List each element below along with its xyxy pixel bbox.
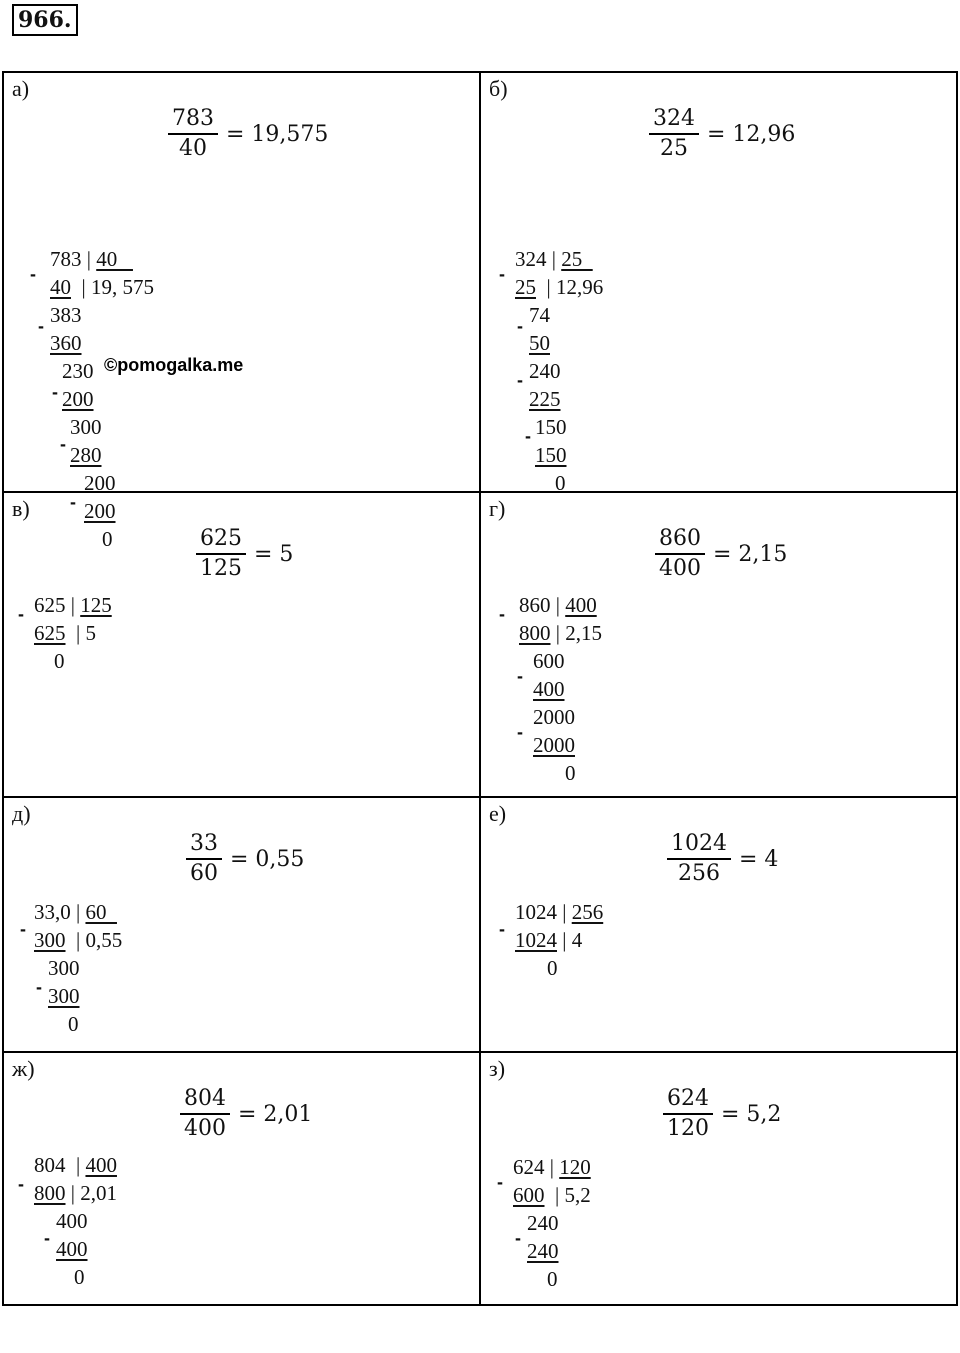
long-division-line: 600 | 5,2 [513, 1183, 591, 1207]
long-division-line: 383 [50, 303, 82, 327]
minus-sign: - [18, 1174, 24, 1194]
long-division-line: 1024 | 256 [515, 900, 604, 924]
minus-sign: - [38, 316, 44, 336]
long-division-line: 40 | 19, 575 [50, 275, 154, 299]
long-division-line: 0 [555, 471, 566, 495]
minus-sign: - [499, 264, 505, 284]
long-division-line: 300 | 0,55 [34, 928, 123, 952]
long-division-line: 0 [565, 761, 576, 785]
division-cell [4, 1053, 478, 1353]
minus-sign: - [30, 264, 36, 284]
equation-result: = 12,96 [707, 121, 796, 147]
minus-sign: - [497, 1172, 503, 1192]
fraction-numerator: 783 [172, 106, 214, 131]
item-label: б) [489, 76, 508, 101]
equation-result: = 19,575 [226, 121, 329, 147]
long-division-line: 400 [533, 677, 565, 701]
minus-sign: - [515, 1228, 521, 1248]
fraction-equation [186, 830, 304, 888]
fraction-equation [649, 105, 795, 163]
minus-sign: - [499, 604, 505, 624]
long-division-line: 600 [533, 649, 565, 673]
fraction-equation [655, 525, 787, 583]
long-division-line: 860 | 400 [519, 593, 597, 617]
fraction [168, 105, 218, 163]
fraction [196, 525, 246, 583]
item-label: в) [12, 496, 30, 521]
long-division-line: 804 | 400 [34, 1153, 117, 1177]
long-division-line: 400 [56, 1209, 88, 1233]
equation-result: = 4 [739, 846, 779, 872]
long-division-line: 625 | 125 [34, 593, 112, 617]
exercise-number: 966. [12, 4, 78, 36]
minus-sign: - [499, 919, 505, 939]
long-division-line: 230 [62, 359, 94, 383]
fraction-numerator: 860 [659, 526, 701, 551]
division-cell [481, 1053, 955, 1353]
fraction-numerator: 624 [667, 1086, 709, 1111]
long-division-line: 300 [70, 415, 102, 439]
watermark: ©pomogalka.me [104, 355, 244, 375]
fraction-denominator: 60 [190, 861, 218, 886]
long-division-line: 280 [70, 443, 102, 467]
fraction-denominator: 256 [678, 861, 720, 886]
minus-sign: - [20, 919, 26, 939]
long-division-line: 200 [84, 471, 116, 495]
fraction [180, 1085, 230, 1143]
long-division-line: 240 [529, 359, 561, 383]
item-label: ж) [12, 1056, 35, 1081]
fraction [667, 830, 731, 888]
fraction-equation [663, 1085, 781, 1143]
equation-result: = 0,55 [230, 846, 305, 872]
minus-sign: - [517, 722, 523, 742]
minus-sign: - [517, 316, 523, 336]
fraction [649, 105, 699, 163]
item-label: а) [12, 76, 30, 101]
fraction-denominator: 125 [200, 556, 242, 581]
fraction-denominator: 25 [660, 136, 688, 161]
long-division-line: 0 [102, 527, 113, 551]
minus-sign: - [36, 977, 42, 997]
division-cell [4, 493, 478, 793]
fraction-equation [168, 105, 328, 163]
fraction-numerator: 804 [184, 1086, 226, 1111]
fraction-numerator: 33 [190, 831, 218, 856]
long-division-line: 50 [529, 331, 550, 355]
long-division-line: 200 [84, 499, 116, 523]
equation-result: = 5 [254, 541, 294, 567]
minus-sign: - [18, 604, 24, 624]
long-division-line: 25 | 12,96 [515, 275, 604, 299]
long-division-line: 0 [74, 1265, 85, 1289]
fraction-denominator: 400 [659, 556, 701, 581]
equation-result: = 2,15 [713, 541, 788, 567]
long-division-line: 33,0 | 60 [34, 900, 117, 924]
fraction-numerator: 1024 [671, 831, 727, 856]
item-label: з) [489, 1056, 506, 1081]
long-division-line: 150 [535, 415, 567, 439]
long-division-line: 800 | 2,01 [34, 1181, 117, 1205]
item-label: г) [489, 496, 506, 521]
equation-result: = 5,2 [721, 1101, 782, 1127]
fraction-numerator: 324 [653, 106, 695, 131]
minus-sign: - [44, 1228, 50, 1248]
fraction-denominator: 120 [667, 1116, 709, 1141]
long-division-line: 240 [527, 1211, 559, 1235]
fraction-equation [180, 1085, 312, 1143]
long-division-line: 783 | 40 [50, 247, 133, 271]
fraction-denominator: 400 [184, 1116, 226, 1141]
long-division-line: 225 [529, 387, 561, 411]
long-division-line: 74 [529, 303, 550, 327]
minus-sign: - [52, 382, 58, 402]
minus-sign: - [517, 370, 523, 390]
fraction [186, 830, 222, 888]
fraction-denominator: 40 [179, 136, 207, 161]
long-division-line: 0 [547, 1267, 558, 1291]
equation-result: = 2,01 [238, 1101, 313, 1127]
division-cell [481, 493, 955, 793]
long-division-line: 625 | 5 [34, 621, 96, 645]
long-division-line: 300 [48, 956, 80, 980]
item-label: д) [12, 801, 31, 826]
long-division-line: 0 [68, 1012, 79, 1036]
item-label: е) [489, 801, 507, 826]
minus-sign: - [525, 426, 531, 446]
long-division-line: 200 [62, 387, 94, 411]
minus-sign: - [517, 666, 523, 686]
fraction [663, 1085, 713, 1143]
long-division-line: 0 [54, 649, 65, 673]
minus-sign: - [60, 434, 66, 454]
fraction-equation [667, 830, 778, 888]
long-division-line: 240 [527, 1239, 559, 1263]
long-division-line: 324 | 25 [515, 247, 593, 271]
long-division-line: 1024 | 4 [515, 928, 583, 952]
long-division-line: 2000 [533, 705, 575, 729]
long-division-line: 2000 [533, 733, 575, 757]
fraction [655, 525, 705, 583]
long-division-line: 624 | 120 [513, 1155, 591, 1179]
minus-sign: - [70, 492, 76, 512]
fraction-numerator: 625 [200, 526, 242, 551]
division-cell [481, 73, 955, 495]
long-division-line: 0 [547, 956, 558, 980]
long-division-line: 360 [50, 331, 82, 355]
long-division-line: 300 [48, 984, 80, 1008]
long-division-line: 800 | 2,15 [519, 621, 602, 645]
long-division-line: 400 [56, 1237, 88, 1261]
fraction-equation [196, 525, 293, 583]
long-division-line: 150 [535, 443, 567, 467]
